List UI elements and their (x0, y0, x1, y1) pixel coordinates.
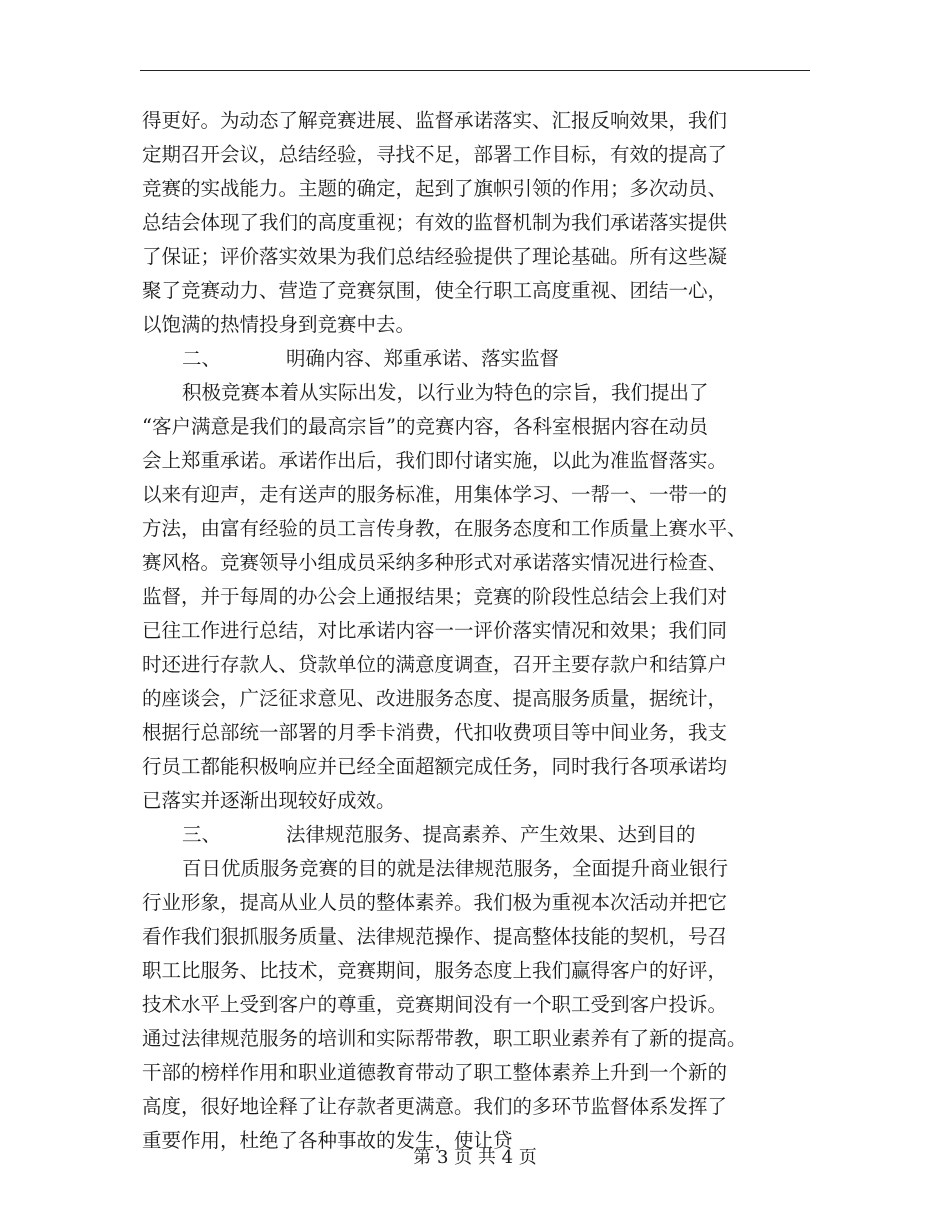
text-line: 职工比服务、比技术，竞赛期间，服务态度上我们赢得客户的好评， (142, 959, 728, 982)
text-line: 了保证；评价落实效果为我们总结经验提供了理论基础。所有这些凝 (142, 245, 728, 268)
text-line: 定期召开会议，总结经验，寻找不足，部署工作目标，有效的提高了 (142, 143, 728, 166)
section-heading-2 (142, 342, 810, 376)
text-line: 行员工都能积极响应并已经全面超额完成任务，同时我行各项承诺均 (142, 755, 728, 778)
text-line: 已往工作进行总结，对比承诺内容一一评价落实情况和效果；我们同 (142, 619, 728, 642)
text-line: 百日优质服务竞赛的目的就是法律规范服务，全面提升商业银行 (182, 857, 729, 880)
text-line: 以来有迎声，走有送声的服务标准，用集体学习、一帮一、一带一的 (142, 483, 728, 506)
text-line: 根据行总部统一部署的月季卡消费，代扣收费项目等中间业务，我支 (142, 721, 728, 744)
text-line: 总结会体现了我们的高度重视；有效的监督机制为我们承诺落实提供 (142, 211, 728, 234)
text-line: 通过法律规范服务的培训和实际帮带教，职工职业素养有了新的提高。 (142, 1027, 747, 1050)
text-line: 监督，并于每周的办公会上通报结果；竞赛的阶段性总结会上我们对 (142, 585, 728, 608)
section-heading-3 (142, 818, 810, 852)
page-footer (0, 1146, 950, 1170)
text-line: 高度，很好地诠释了让存款者更满意。我们的多环节监督体系发挥了 (142, 1095, 728, 1118)
text-line: 赛风格。竞赛领导小组成员采纳多种形式对承诺落实情况进行检查、 (142, 551, 728, 574)
text-line: 时还进行存款人、贷款单位的满意度调查，召开主要存款户和结算户 (142, 653, 728, 676)
text-line: 竞赛的实战能力。主题的确定，起到了旗帜引领的作用；多次动员、 (142, 177, 728, 200)
section-title: 明确内容、郑重承诺、落实监督 (286, 347, 560, 370)
text-line: “客户满意是我们的最高宗旨”的竞赛内容，各科室根据内容在动员 (142, 415, 708, 438)
section-number: 二、 (182, 347, 222, 370)
section-number: 三、 (182, 823, 222, 846)
text-line: 的座谈会，广泛征求意见、改进服务态度、提高服务质量，据统计， (142, 687, 728, 710)
text-line: 重要作用，杜绝了各种事故的发生，使让贷 (142, 1129, 513, 1152)
text-line: 聚了竞赛动力、营造了竞赛氛围，使全行职工高度重视、团结一心， (142, 279, 728, 302)
text-line: 以饱满的热情投身到竞赛中去。 (142, 313, 416, 336)
text-line: 积极竞赛本着从实际出发，以行业为特色的宗旨，我们提出了 (182, 381, 709, 404)
section-title: 法律规范服务、提高素养、产生效果、达到目的 (286, 823, 696, 846)
page-number: 第 3 页 共 4 页 (413, 1147, 537, 1168)
text-line: 已落实并逐渐出现较好成效。 (142, 789, 396, 812)
document-body (142, 104, 810, 1158)
text-line: 会上郑重承诺。承诺作出后，我们即付诸实施，以此为准监督落实。 (142, 449, 728, 472)
text-line: 技术水平上受到客户的尊重，竞赛期间没有一个职工受到客户投诉。 (142, 993, 728, 1016)
header-rule (140, 70, 810, 71)
text-line: 干部的榜样作用和职业道德教育带动了职工整体素养上升到一个新的 (142, 1061, 728, 1084)
text-line: 方法，由富有经验的员工言传身教，在服务态度和工作质量上赛水平、 (142, 517, 747, 540)
text-line: 看作我们狠抓服务质量、法律规范操作、提高整体技能的契机，号召 (142, 925, 728, 948)
text-line: 行业形象，提高从业人员的整体素养。我们极为重视本次活动并把它 (142, 891, 728, 914)
text-line: 得更好。为动态了解竞赛进展、监督承诺落实、汇报反响效果，我们 (142, 109, 728, 132)
